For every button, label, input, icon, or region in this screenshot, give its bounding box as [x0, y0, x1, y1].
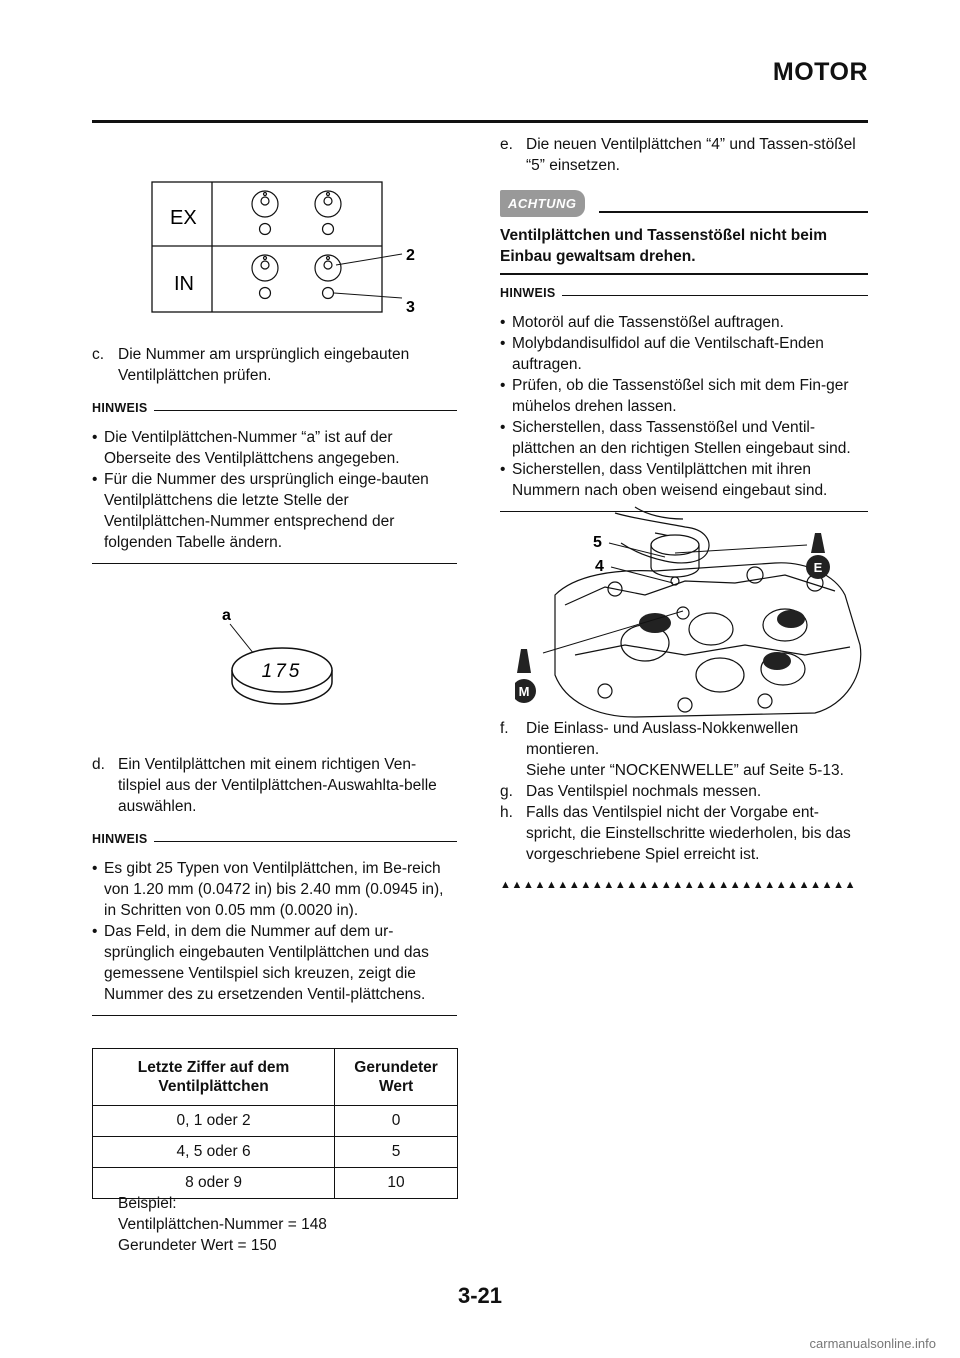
step-g: g. Das Ventilspiel nochmals messen.	[500, 783, 762, 800]
step-e: e. Die neuen Ventilplättchen “4” und Tassen-stößel “5” einsetzen.	[500, 136, 856, 174]
example-block: Beispiel: Ventilplättchen-Nummer = 148 Gerundeter Wert = 150	[118, 1195, 327, 1254]
callout-4: 4	[595, 558, 604, 575]
cylinder-head-figure	[515, 505, 870, 720]
callout-a: a	[222, 607, 231, 624]
table-row: 4, 5 oder 6 5	[93, 1137, 458, 1168]
note-3-list	[500, 312, 868, 501]
note-end-rule	[92, 1015, 457, 1016]
list-item: • Motoröl auf die Tassenstößel auftragen.	[500, 312, 868, 333]
shim-figure	[200, 600, 340, 705]
callout-5: 5	[593, 534, 602, 551]
right-column-lower	[500, 718, 868, 896]
achtung-header	[500, 190, 868, 217]
step-c: c. Die Nummer am ursprünglich eingebauten Ventilplättchen prüfen.	[92, 346, 410, 384]
end-of-procedure-marks: ▲▲▲▲▲▲▲▲▲▲▲▲▲▲▲▲▲▲▲▲▲▲▲▲▲▲▲▲▲▲▲	[500, 879, 857, 891]
left-column-lower	[92, 754, 457, 1016]
page-title: MOTOR	[772, 58, 868, 86]
list-item: • Sicherstellen, dass Ventilplättchen mit ihren Nummern nach oben weisend eingebaut sind.	[500, 459, 868, 501]
engine-oil-icon	[806, 533, 830, 579]
note-heading: HINWEIS	[500, 283, 868, 304]
svg-text:M: M	[518, 684, 530, 699]
valve-layout-figure	[150, 180, 430, 320]
list-item: • Für die Nummer des ursprünglich einge-bauten Ventilplättchens die letzte Stelle der Ventilplättchen-Nummer entsprechend der folgenden Tabelle ändern.	[92, 469, 457, 553]
note-end-rule	[92, 563, 457, 564]
step-d: d. Ein Ventilplättchen mit einem richtigen Ven-tilspiel aus der Ventilplättchen-Auswahlta-belle auswählen.	[92, 756, 437, 815]
achtung-text: Ventilplättchen und Tassenstößel nicht beim Einbau gewaltsam drehen.	[500, 227, 827, 265]
list-item: • Prüfen, ob die Tassenstößel sich mit dem Fin-ger mühelos drehen lassen.	[500, 375, 868, 417]
table-header-row	[93, 1049, 458, 1106]
right-column	[500, 134, 868, 512]
ex-label: EX	[170, 207, 197, 229]
in-label: IN	[174, 273, 194, 295]
note-1-list	[92, 427, 457, 553]
svg-text:E: E	[813, 560, 823, 575]
table-header: Gerundeter Wert	[335, 1049, 458, 1106]
molybdenum-grease-icon	[515, 649, 536, 703]
list-item: • Molybdandisulfidol auf die Ventilschaft-Enden auftragen.	[500, 333, 868, 375]
step-f: f. Die Einlass- und Auslass-Nokkenwellen montieren. Siehe unter “NOCKENWELLE” auf Seite 5-13.	[500, 720, 844, 779]
achtung-badge: ACHTUNG	[500, 190, 585, 217]
page-number: 3-21	[457, 1283, 503, 1308]
list-item: • Es gibt 25 Typen von Ventilplättchen, im Be-reich von 1.20 mm (0.0472 in) bis 2.40 mm (0.0945 in), in Schritten von 0.05 mm (0.0020 in).	[92, 858, 457, 921]
list-item: • Die Ventilplättchen-Nummer “a” ist auf der Oberseite des Ventilplättchens angegeben.	[92, 427, 457, 469]
watermark: carmanualsonline.info	[809, 1336, 936, 1351]
note-heading: HINWEIS	[92, 398, 457, 419]
table-header: Letzte Ziffer auf dem Ventilplättchen	[93, 1049, 335, 1106]
list-item: • Das Feld, in dem die Nummer auf dem ur-sprünglich eingebauten Ventilplättchen und das gemessene Ventilspiel sich kreuzen, zeigt die Nummer des zu ersetzenden Ventil-plättchens.	[92, 921, 457, 1005]
shim-rounding-table	[92, 1048, 458, 1199]
left-column	[92, 344, 457, 564]
header-rule	[92, 120, 868, 123]
shim-number: 175	[261, 661, 303, 682]
callout-3: 3	[406, 299, 415, 316]
table-row: 0, 1 oder 2 0	[93, 1106, 458, 1137]
step-h: h. Falls das Ventilspiel nicht der Vorgabe ent-spricht, die Einstellschritte wiederholen, bis das vorgeschriebene Spiel erreicht ist.	[500, 804, 851, 863]
achtung-end-rule	[500, 273, 868, 275]
note-heading: HINWEIS	[92, 829, 457, 850]
note-2-list	[92, 858, 457, 1005]
list-item: • Sicherstellen, dass Tassenstößel und Ventil-plättchen an den richtigen Stellen eingebaut sind.	[500, 417, 868, 459]
callout-2: 2	[406, 247, 415, 264]
table-row: 8 oder 9 10	[93, 1168, 458, 1199]
